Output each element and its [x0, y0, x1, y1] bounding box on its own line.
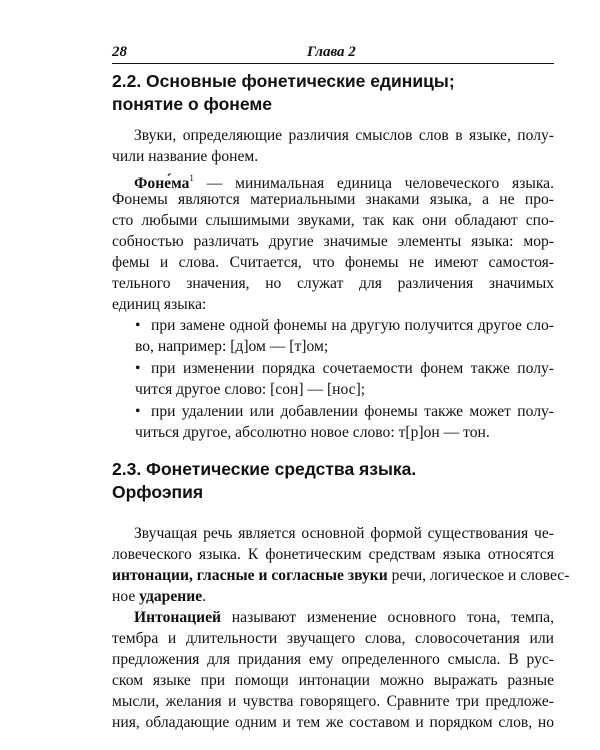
heading-line: 2.3. Фонетические средства языка.: [112, 459, 417, 479]
text-line: тельного значения, но служат для различения значимых: [112, 275, 554, 292]
section-heading-2-2: [112, 70, 554, 116]
page-number: 28: [112, 44, 127, 60]
footnote-mark: 1: [189, 173, 194, 183]
term-phoneme: Фоне́ма: [134, 175, 190, 192]
text-line: чили название фонем.: [112, 148, 259, 165]
text-line: Звучащая речь является основной формой существования че-: [134, 525, 554, 542]
text-line: Звуки, определяющие различия смыслов слов в языке, полу-: [134, 127, 554, 144]
bullet-line: во, например: [д]ом — [т]ом;: [135, 338, 329, 355]
heading-line: Орфоэпия: [112, 482, 204, 502]
text-line: [112, 586, 554, 607]
header-rule: [112, 63, 554, 64]
bullet-line: читься другое, абсолютно новое слово: т[р]он — тон.: [135, 424, 490, 441]
text-line: ловеческого языка. К фонетическим средствам языка относятся: [112, 546, 554, 563]
bullet-line: чится другое слово: [сон] — [нос];: [135, 381, 366, 398]
text-line: Фонемы являются материальными знаками языка, а не про-: [112, 191, 554, 208]
text-line: [112, 565, 570, 586]
text-line: тембра и длительности звучащего слова, словосочетания или: [112, 630, 554, 647]
definition-text: — минимальная единица человеческого языка.: [193, 175, 554, 192]
text-line: сто любыми слышимыми звуками, так как они обладают спо-: [112, 212, 554, 229]
text-span: называют изменение основного тона, темпа,: [221, 609, 554, 626]
text-line: [134, 607, 554, 628]
text-line: ском языке при помощи интонации можно выражать разные: [112, 672, 554, 689]
bullet-marker: •: [135, 403, 141, 420]
bullet-line: при удалении или добавлении фонемы также может полу-: [151, 403, 554, 420]
bullet-marker: •: [135, 317, 141, 334]
bullet-marker: •: [135, 360, 141, 377]
text-span: речи, логическое и словес-: [387, 567, 570, 584]
term-intonation: Интонацией: [134, 609, 222, 626]
chapter-title: Глава 2: [307, 44, 356, 60]
text-line: мысли, желания и чувства говорящего. Сравните три предложе-: [112, 693, 554, 710]
heading-line: 2.2. Основные фонетические единицы;: [112, 71, 455, 91]
text-line: предложения для придания ему определенного смысла. В рус-: [112, 651, 554, 668]
section-heading-2-3: [112, 458, 554, 504]
running-header: [112, 44, 554, 64]
text-span: .: [202, 588, 207, 605]
text-line: ния, обладающие одним и тем же составом и порядком слов, но: [112, 714, 554, 731]
text-line: фемы и слова. Считается, что фонемы не имеют самостоя-: [112, 254, 554, 271]
text-line: собностью различать другие значимые элементы языка: мор-: [112, 233, 554, 250]
bold-term-stress: ударение: [139, 588, 203, 605]
text-line: единиц языка:: [112, 296, 207, 313]
bullet-line: при изменении порядка сочетаемости фонем также полу-: [151, 360, 554, 377]
bullet-line: при замене одной фонемы на другую получится другое сло-: [151, 317, 554, 334]
heading-line: понятие о фонеме: [112, 94, 273, 114]
text-span: ное: [112, 588, 140, 605]
definition-line: [134, 168, 554, 192]
bold-phrase: интонации, гласные и согласные звуки: [112, 567, 388, 584]
